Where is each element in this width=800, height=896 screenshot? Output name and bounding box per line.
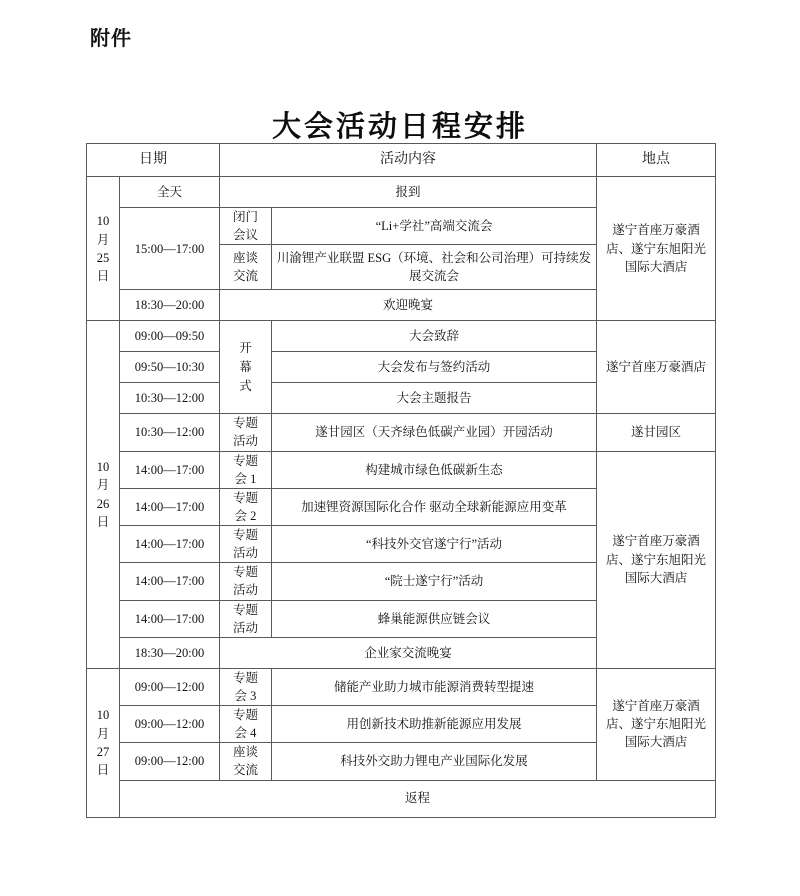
date-cell-day2 [87,321,120,669]
activity-cell: 用创新技术助推新能源应用发展 [272,706,597,743]
time-cell: 15:00—17:00 [120,208,220,290]
time-cell: 09:50—10:30 [120,352,220,383]
activity-type-cell [220,600,272,637]
time-cell: 10:30—12:00 [120,414,220,451]
activity-cell: 科技外交助力锂电产业国际化发展 [272,743,597,780]
activity-cell-return: 返程 [120,780,716,817]
activity-type-cell [220,668,272,705]
time-cell: 18:30—20:00 [120,637,220,668]
activity-type-char: 式 [239,378,252,393]
date-char: 日 [96,514,110,529]
column-header-date: 日期 [87,144,220,177]
activity-cell: “Li+学社”高端交流会 [272,208,597,245]
time-cell: 18:30—20:00 [120,290,220,321]
time-cell: 09:00—09:50 [120,321,220,352]
activity-cell: “院士遂宁行”活动 [272,563,597,600]
activity-type-cell [220,743,272,780]
time-cell: 14:00—17:00 [120,526,220,563]
place-cell-day2-afternoon: 遂宁首座万豪酒店、遂宁东旭阳光国际大酒店 [597,451,716,668]
activity-type-line: 专题 [232,490,258,505]
date-char: 日 [96,762,110,777]
activity-type-line: 活动 [232,620,258,635]
date-char: 10 [96,214,110,229]
date-char: 25 [96,250,110,265]
date-char: 日 [96,268,110,283]
place-cell-day3: 遂宁首座万豪酒店、遂宁东旭阳光国际大酒店 [597,668,716,780]
activity-cell: 报到 [220,177,597,208]
activity-type-line: 座谈 [232,745,258,760]
activity-cell: 加速锂资源国际化合作 驱动全球新能源应用变革 [272,488,597,525]
activity-type-cell [220,526,272,563]
activity-type-cell [220,208,272,245]
activity-cell: 蜂巢能源供应链会议 [272,600,597,637]
place-cell-day1: 遂宁首座万豪酒店、遂宁东旭阳光国际大酒店 [597,177,716,321]
column-header-content: 活动内容 [220,144,597,177]
date-char: 月 [96,726,110,741]
activity-cell: 构建城市绿色低碳新生态 [272,451,597,488]
time-cell: 14:00—17:00 [120,451,220,488]
activity-cell: 大会致辞 [272,321,597,352]
activity-type-line: 活动 [232,434,258,449]
activity-type-line: 座谈 [232,251,258,266]
date-char: 26 [96,496,110,511]
activity-cell: 遂甘园区（天齐绿色低碳产业园）开园活动 [272,414,597,451]
activity-type-line: 会 1 [234,471,257,486]
table-row [87,321,716,352]
activity-type-cell [220,414,272,451]
date-char: 10 [96,460,110,475]
date-char: 月 [96,478,110,493]
activity-type-line: 专题 [232,416,258,431]
date-char: 10 [96,708,110,723]
activity-type-line: 活动 [232,546,258,561]
activity-type-line: 交流 [232,269,258,284]
date-cell-day3 [87,668,120,817]
activity-type-cell [220,706,272,743]
activity-type-line: 专题 [232,708,258,722]
time-cell: 09:00—12:00 [120,743,220,780]
activity-cell: 储能产业助力城市能源消费转型提速 [272,668,597,705]
activity-cell: 川渝锂产业联盟 ESG（环境、社会和公司治理）可持续发展交流会 [272,245,597,290]
table-row [87,177,716,208]
activity-type-line: 会 3 [234,688,257,703]
activity-cell: “科技外交官遂宁行”活动 [272,526,597,563]
activity-cell: 企业家交流晚宴 [220,637,597,668]
activity-type-cell [220,488,272,525]
activity-type-line: 专题 [232,528,258,542]
time-cell: 10:30—12:00 [120,383,220,414]
activity-cell: 大会主题报告 [272,383,597,414]
activity-type-line: 专题 [232,565,258,580]
time-cell: 全天 [120,177,220,208]
column-header-place: 地点 [597,144,716,177]
activity-type-line: 专题 [232,453,258,468]
activity-cell: 欢迎晚宴 [220,290,597,321]
activity-type-line: 会议 [232,228,258,243]
time-cell: 14:00—17:00 [120,488,220,525]
activity-type-char: 开 [239,341,252,356]
date-char: 27 [96,744,110,759]
time-cell: 14:00—17:00 [120,600,220,637]
table-row [87,414,716,451]
activity-type-line: 交流 [232,763,258,778]
activity-type-line: 会 4 [234,726,257,741]
time-cell: 14:00—17:00 [120,563,220,600]
date-char: 月 [96,232,110,247]
activity-type-line: 闭门 [232,210,258,224]
time-cell: 09:00—12:00 [120,668,220,705]
schedule-table [86,143,716,818]
activity-type-cell [220,245,272,290]
activity-type-cell [220,451,272,488]
activity-type-line: 专题 [232,670,258,685]
schedule-table-container [86,143,715,818]
activity-type-line: 专题 [232,602,258,617]
activity-type-line: 会 2 [234,508,257,523]
activity-type-cell-opening [220,321,272,414]
table-row [87,668,716,705]
activity-cell: 大会发布与签约活动 [272,352,597,383]
table-header-row [87,144,716,177]
date-cell-day1 [87,177,120,321]
place-cell-opening: 遂宁首座万豪酒店 [597,321,716,414]
table-row [87,780,716,817]
time-cell: 09:00—12:00 [120,706,220,743]
page-title: 大会活动日程安排 [271,111,528,143]
attachment-label: 附件 [90,28,132,50]
place-cell-park: 遂甘园区 [597,414,716,451]
activity-type-cell [220,563,272,600]
table-row [87,451,716,488]
activity-type-char: 幕 [239,359,252,374]
activity-type-line: 活动 [232,583,258,598]
